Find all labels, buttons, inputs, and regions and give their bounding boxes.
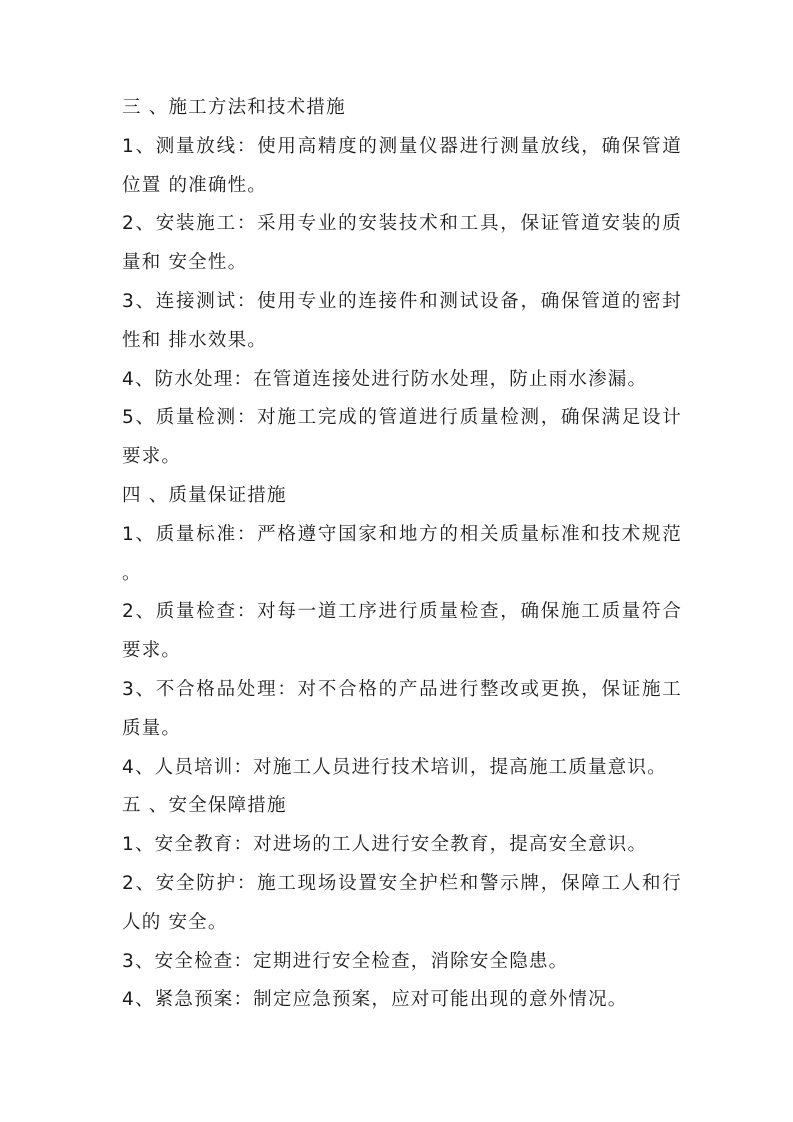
paragraph-line: 要求。 — [122, 640, 182, 662]
section-heading-safety-measures: 五 、安全保障措施 — [122, 795, 287, 817]
paragraph-line: 2、安全防护：施工现场设置安全护栏和警示牌，保障工人和行 — [122, 872, 682, 894]
paragraph-line: 3、连接测试：使用专业的连接件和测试设备，确保管道的密封 — [122, 290, 682, 312]
paragraph-line: 量和 安全性。 — [122, 252, 248, 274]
paragraph-line: 位置 的准确性。 — [122, 174, 267, 196]
paragraph-line: 3、不合格品处理：对不合格的产品进行整改或更换，保证施工 — [122, 678, 682, 700]
paragraph-line: 人的 安全。 — [122, 911, 228, 933]
paragraph-line: 1、测量放线：使用高精度的测量仪器进行测量放线，确保管道 — [122, 135, 682, 157]
paragraph-line: 质量。 — [122, 717, 182, 739]
section-heading-construction-methods: 三 、施工方法和技术措施 — [122, 97, 346, 118]
paragraph-line: 。 — [122, 562, 142, 584]
paragraph-line: 2、安装施工：采用专业的安装技术和工具，保证管道安装的质 — [122, 213, 682, 235]
paragraph-line: 4、紧急预案：制定应急预案，应对可能出现的意外情况。 — [122, 989, 628, 1011]
paragraph-line: 1、安全教育：对进场的工人进行安全教育，提高安全意识。 — [122, 834, 648, 856]
paragraph-line: 4、人员培训：对施工人员进行技术培训，提高施工质量意识。 — [122, 756, 667, 778]
section-heading-quality-assurance: 四 、质量保证措施 — [122, 484, 287, 506]
paragraph-line: 4、防水处理：在管道连接处进行防水处理，防止雨水渗漏。 — [122, 368, 648, 390]
paragraph-line: 5、质量检测：对施工完成的管道进行质量检测，确保满足设计 — [122, 407, 682, 429]
paragraph-line: 2、质量检查：对每一道工序进行质量检查，确保施工质量符合 — [122, 601, 682, 623]
paragraph-line: 1、质量标准：严格遵守国家和地方的相关质量标准和技术规范 — [122, 523, 682, 545]
paragraph-line: 要求。 — [122, 446, 182, 468]
paragraph-line: 3、安全检查：定期进行安全检查，消除安全隐患。 — [122, 950, 569, 972]
document-body — [122, 89, 682, 1020]
paragraph-line: 性和 排水效果。 — [122, 329, 267, 351]
